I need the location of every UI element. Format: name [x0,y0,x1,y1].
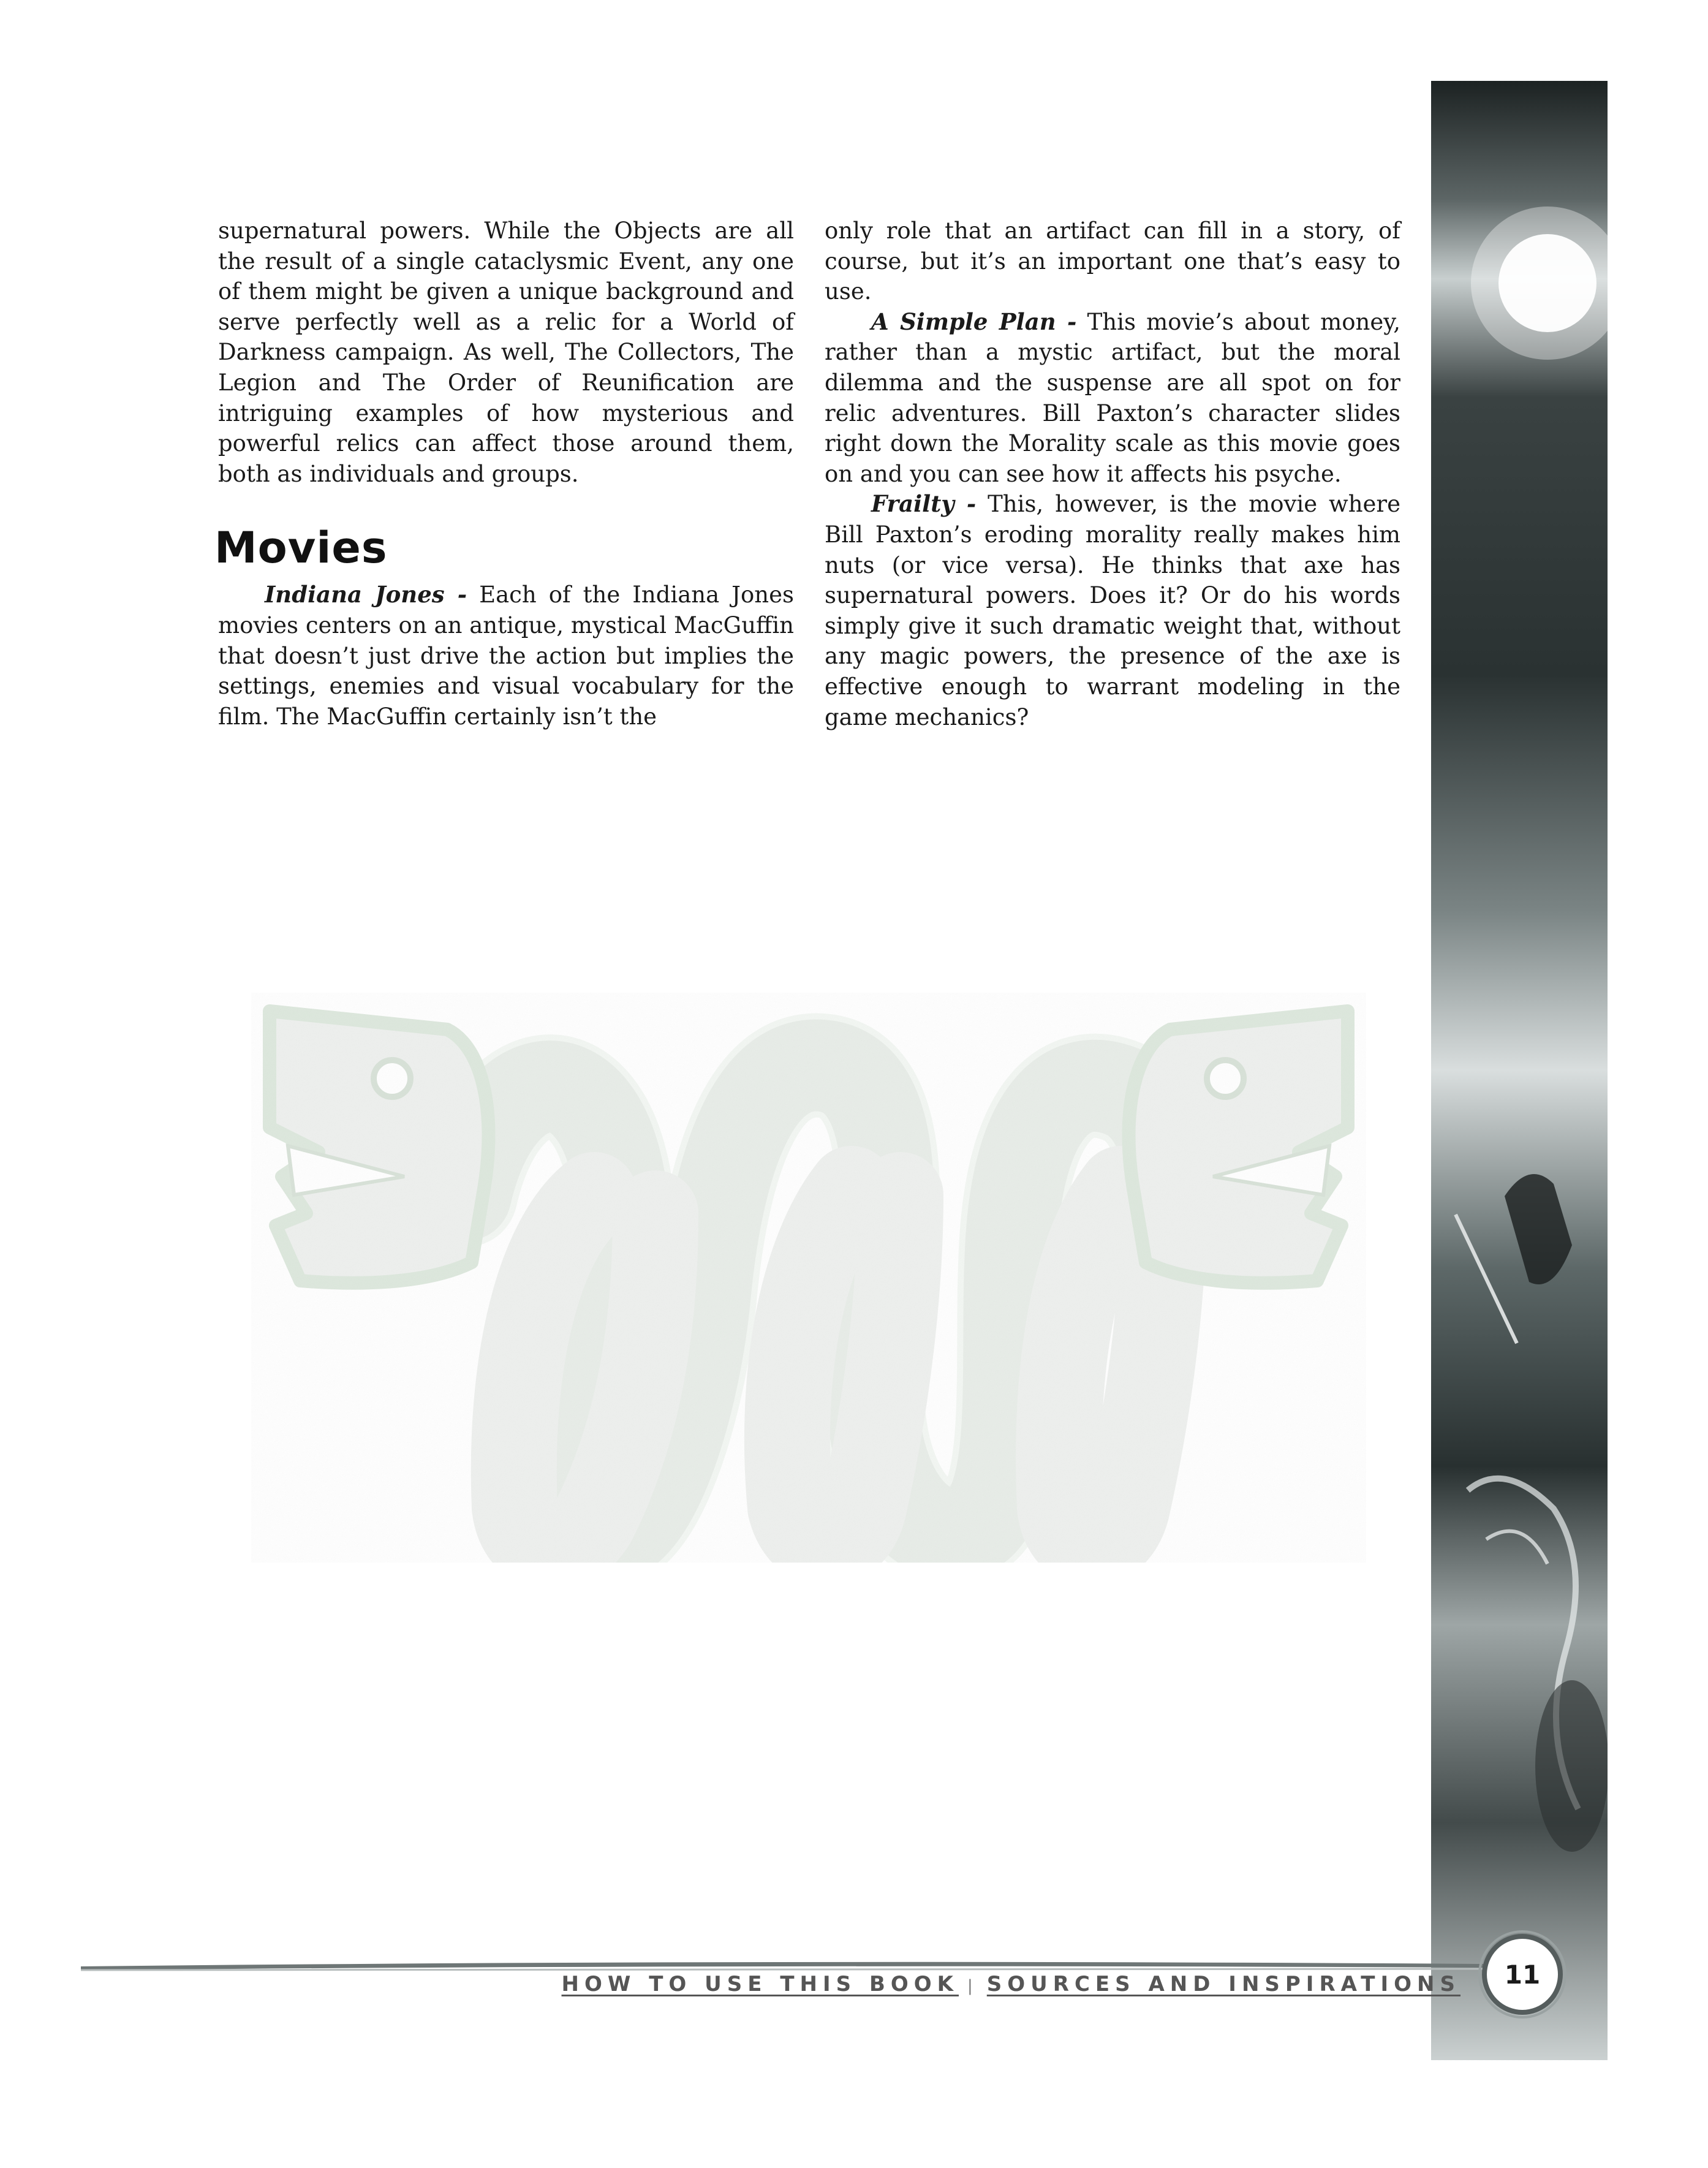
section-heading-movies: Movies [214,523,388,574]
footer-section: SOURCES AND INSPIRATIONS [986,1972,1460,1996]
footer-rule [81,1958,1484,1973]
right-paragraph-1: only role that an artifact can fill in a story, of course, but it’s an important one that’s easy to use. [825,218,1400,305]
side-strip-art [1431,81,1608,2060]
entry-title-frailty: Frailty - [871,490,977,518]
decorative-side-strip [1431,81,1608,2060]
right-column [825,216,1400,732]
right-paragraph-3 [825,489,1400,732]
entry-title-indiana-jones: Indiana Jones - [265,581,467,608]
entry-title-a-simple-plan: A Simple Plan - [871,308,1077,335]
left-paragraph-2 [218,580,794,732]
page-number: 11 [1504,1959,1541,1990]
entry-text-frailty: This, however, is the movie where Bill Paxton’s eroding morality really makes him nuts (or vice versa). He thinks that axe has supernatural powers. Does it? Or do his words simply give it such dramatic weight that, without any magic powers, the presence of the axe is effective enough to warrant modeling in the game mechanics? [825,491,1401,730]
double-headed-serpent-illustration [251,993,1366,1563]
left-column [214,216,795,732]
footer-running-title [562,1972,1460,1996]
left-paragraph-1: supernatural powers. While the Objects are all the result of a single cataclysmic Event, any one of them might be given a unique background and serve perfectly well as a relic for a World of Darkness campaign. As well, The Collectors, The Legion and The Order of Reunification are intriguing examples of how mysterious and powerful relics can affect those around them, both as individuals and groups. [218,218,794,487]
page-number-badge [1476,1928,1568,2020]
footer-chapter: HOW TO USE THIS BOOK [561,1972,959,1996]
right-paragraph-2 [825,307,1400,490]
footer-separator: | [967,1977,978,1995]
entry-text-a-simple-plan: This movie’s about money, rather than a mystic artifact, but the moral dilemma and the suspense are all spot on for relic adventures. Bill Paxton’s character slides right down the Morality scale as this movie goes on and you can see how it affects his psyche. [825,308,1400,487]
entry-text-indiana-jones: Each of the Indiana Jones movies centers on an antique, mystical MacGuffin that doesn’t just drive the action but implies the settings, enemies and visual vocabulary for the film. The MacGuffin certainly isn’t the [218,582,795,730]
